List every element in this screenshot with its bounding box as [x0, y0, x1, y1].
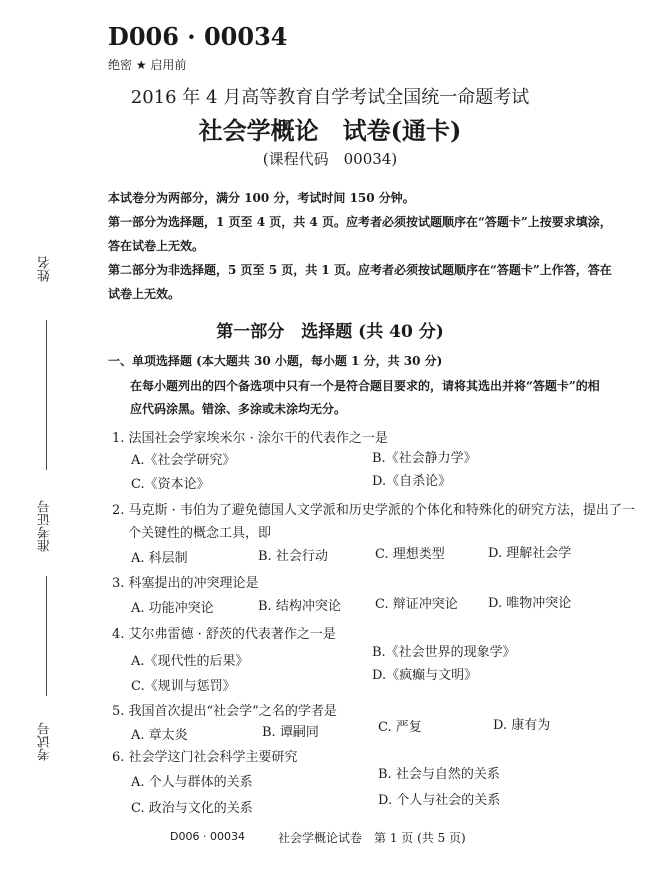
- instruction-line: 第二部分为非选择题，5 页至 5 页，共 1 页。应考者必须按试题顺序在“答题卡”上作答，答在: [108, 263, 612, 277]
- question-stem: 2. 马克斯 · 韦伯为了避免德国人文学派和历史学派的个体化和特殊化的研究方法，提出了一: [112, 503, 635, 518]
- name-field: [36, 256, 58, 476]
- section-description: 在每小题列出的四个备选项中只有一个是符合题目要求的，请将其选出并将“答题卡”的相: [130, 379, 600, 393]
- option: D. 康有为: [493, 718, 551, 733]
- option: B.《社会静力学》: [372, 451, 477, 466]
- instruction-line: 第一部分为选择题，1 页至 4 页，共 4 页。应考者必须按试题顺序在“答题卡”上按要求填涂，: [108, 215, 612, 229]
- option: D.《疯癫与文明》: [372, 668, 478, 683]
- option: C. 辩证冲突论: [375, 597, 458, 612]
- question-stem: 个关键性的概念工具，即: [128, 526, 272, 541]
- option: B. 结构冲突论: [258, 599, 341, 614]
- option: D. 个人与社会的关系: [378, 793, 501, 808]
- part-title: 第一部分 选择题 (共 40 分): [216, 322, 444, 342]
- question-stem: 4. 艾尔弗雷德 · 舒茨的代表著作之一是: [112, 627, 336, 642]
- instruction-line: 答在试卷上无效。: [108, 239, 205, 253]
- option: A. 个人与群体的关系: [131, 775, 253, 790]
- footer-code: D006 · 00034: [170, 830, 245, 843]
- instruction-line: 本试卷分为两部分，满分 100 分，考试时间 150 分钟。: [108, 191, 415, 205]
- exam-title: 2016 年 4 月高等教育自学考试全国统一命题考试: [130, 87, 530, 108]
- option: A. 功能冲突论: [131, 601, 214, 616]
- option: C. 政治与文化的关系: [131, 801, 253, 816]
- footer-page: 社会学概论试卷 第 1 页 (共 5 页): [278, 831, 466, 845]
- seat-field: [36, 722, 58, 822]
- option: C.《规训与惩罚》: [131, 679, 236, 694]
- name-underline: [46, 320, 47, 470]
- option: D.《自杀论》: [372, 474, 452, 489]
- option: C. 严复: [378, 720, 422, 735]
- seat-label: 考试号: [38, 722, 53, 761]
- option: B. 谭嗣同: [262, 725, 319, 740]
- option: D. 理解社会学: [488, 546, 572, 561]
- admission-underline: [46, 576, 47, 696]
- admission-label: 准考证号: [38, 500, 53, 552]
- section-description: 应代码涂黑。错涂、多涂或未涂均无分。: [130, 402, 347, 416]
- option: A. 科层制: [131, 551, 188, 566]
- question-stem: 6. 社会学这门社会科学主要研究: [112, 750, 298, 765]
- option: B. 社会行动: [258, 549, 328, 564]
- question-stem: 1. 法国社会学家埃米尔 · 涂尔干的代表作之一是: [112, 431, 388, 446]
- question-stem: 3. 科塞提出的冲突理论是: [112, 576, 259, 591]
- paper-code: D006 · 00034: [108, 22, 288, 51]
- option: C.《资本论》: [131, 477, 210, 492]
- option: A.《社会学研究》: [131, 453, 236, 468]
- section-heading: 一、单项选择题 (本大题共 30 小题，每小题 1 分，共 30 分): [108, 354, 443, 368]
- option: B. 社会与自然的关系: [378, 767, 500, 782]
- option: B.《社会世界的现象学》: [372, 645, 516, 660]
- option: C. 理想类型: [375, 547, 445, 562]
- course-code: (课程代码 00034): [262, 150, 398, 168]
- instruction-line: 试卷上无效。: [108, 287, 181, 301]
- option: A. 章太炎: [131, 728, 188, 743]
- subject-title: 社会学概论 试卷(通卡): [198, 116, 462, 145]
- option: D. 唯物冲突论: [488, 596, 572, 611]
- secret-label: 绝密 ★ 启用前: [108, 58, 187, 72]
- question-stem: 5. 我国首次提出“社会学”之名的学者是: [112, 704, 337, 719]
- option: A.《现代性的后果》: [131, 654, 249, 669]
- name-label: 姓名: [38, 256, 53, 282]
- admission-field: [36, 500, 58, 700]
